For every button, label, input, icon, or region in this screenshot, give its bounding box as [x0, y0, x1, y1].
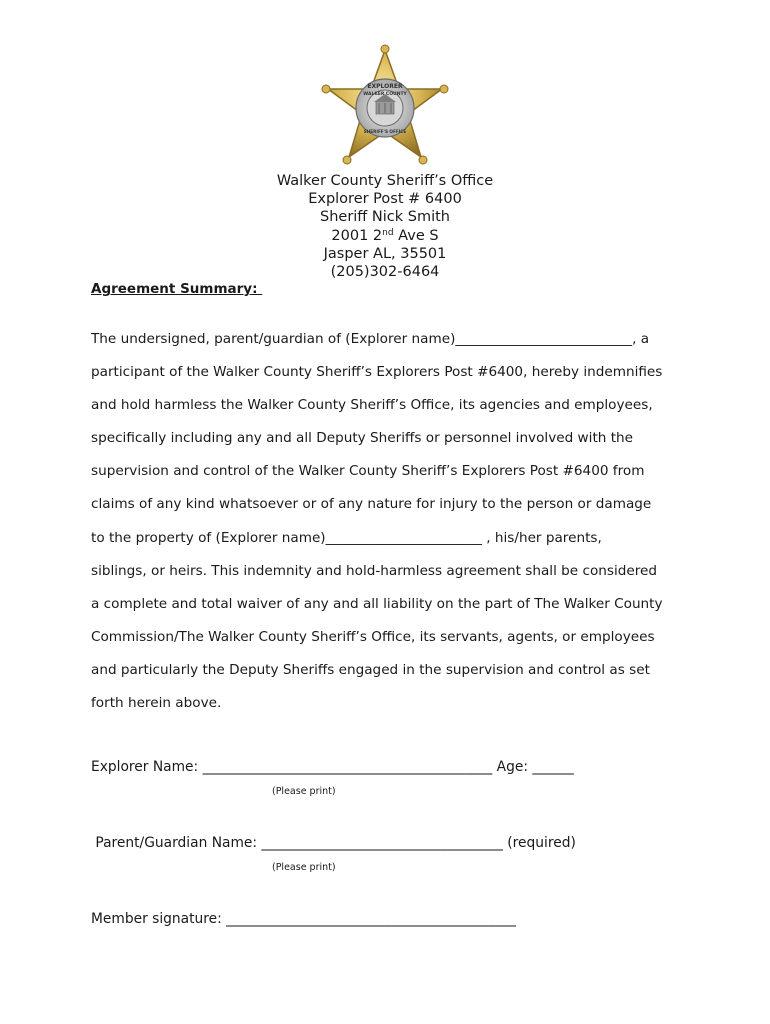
agreement-line: specifically including any and all Deputy Sheriffs or personnel involved with the [91, 430, 634, 447]
badge-text-bottom: SHERIFF'S OFFICE [363, 129, 407, 134]
agreement-line: to the property of (Explorer name)_______________________ , his/her parents, [91, 529, 602, 546]
agreement-line: participant of the Walker County Sheriff’s Explorers Post #6400, hereby indemnifies [91, 364, 663, 381]
agreement-line: siblings, or heirs. This indemnity and hold-harmless agreement shall be considered [91, 562, 658, 579]
sheriff-star-badge-icon [318, 44, 452, 174]
post-number: Explorer Post # 6400 [308, 191, 462, 208]
agreement-body [91, 323, 691, 720]
parent-guardian-hint: (Please print) [272, 862, 336, 873]
parent-guardian-name-field[interactable]: Parent/Guardian Name: ___________________________________ (required) [91, 835, 576, 851]
agreement-line: forth herein above. [91, 695, 222, 712]
explorer-name-field[interactable]: Explorer Name: __________________________________________ Age: ______ [91, 759, 574, 775]
agreement-line: Commission/The Walker County Sheriff’s Office, its servants, agents, or employees [91, 628, 655, 645]
sheriff-name: Sheriff Nick Smith [320, 209, 450, 226]
badge-text-middle: WALKER COUNTY [363, 92, 407, 97]
explorer-name-hint: (Please print) [272, 786, 336, 797]
phone-number: (205)302-6464 [330, 264, 440, 281]
address-number: 2001 2 [331, 227, 383, 244]
letterhead [0, 172, 770, 281]
street-address [0, 227, 770, 245]
agreement-line: a complete and total waiver of any and all liability on the part of The Walker County [91, 595, 663, 612]
office-name: Walker County Sheriff’s Office [276, 173, 494, 189]
agreement-line: The undersigned, parent/guardian of (Explorer name)__________________________, a [91, 331, 650, 347]
agreement-line: and hold harmless the Walker County Sheriff’s Office, its agencies and employees, [91, 397, 653, 414]
agreement-summary-heading: Agreement Summary: [91, 281, 263, 297]
address-rest: Ave S [393, 227, 439, 244]
badge-text-top: EXPLORER [367, 83, 403, 90]
agreement-line: supervision and control of the Walker County Sheriff’s Explorers Post #6400 from [91, 463, 645, 480]
city-line: Jasper AL, 35501 [323, 245, 447, 262]
address-suffix: nd [382, 227, 394, 238]
member-signature-field[interactable]: Member signature: __________________________________________ [91, 911, 516, 927]
agreement-line: and particularly the Deputy Sheriffs engaged in the supervision and control as set [91, 661, 650, 678]
agreement-line: claims of any kind whatsoever or of any nature for injury to the person or damage [91, 496, 652, 513]
